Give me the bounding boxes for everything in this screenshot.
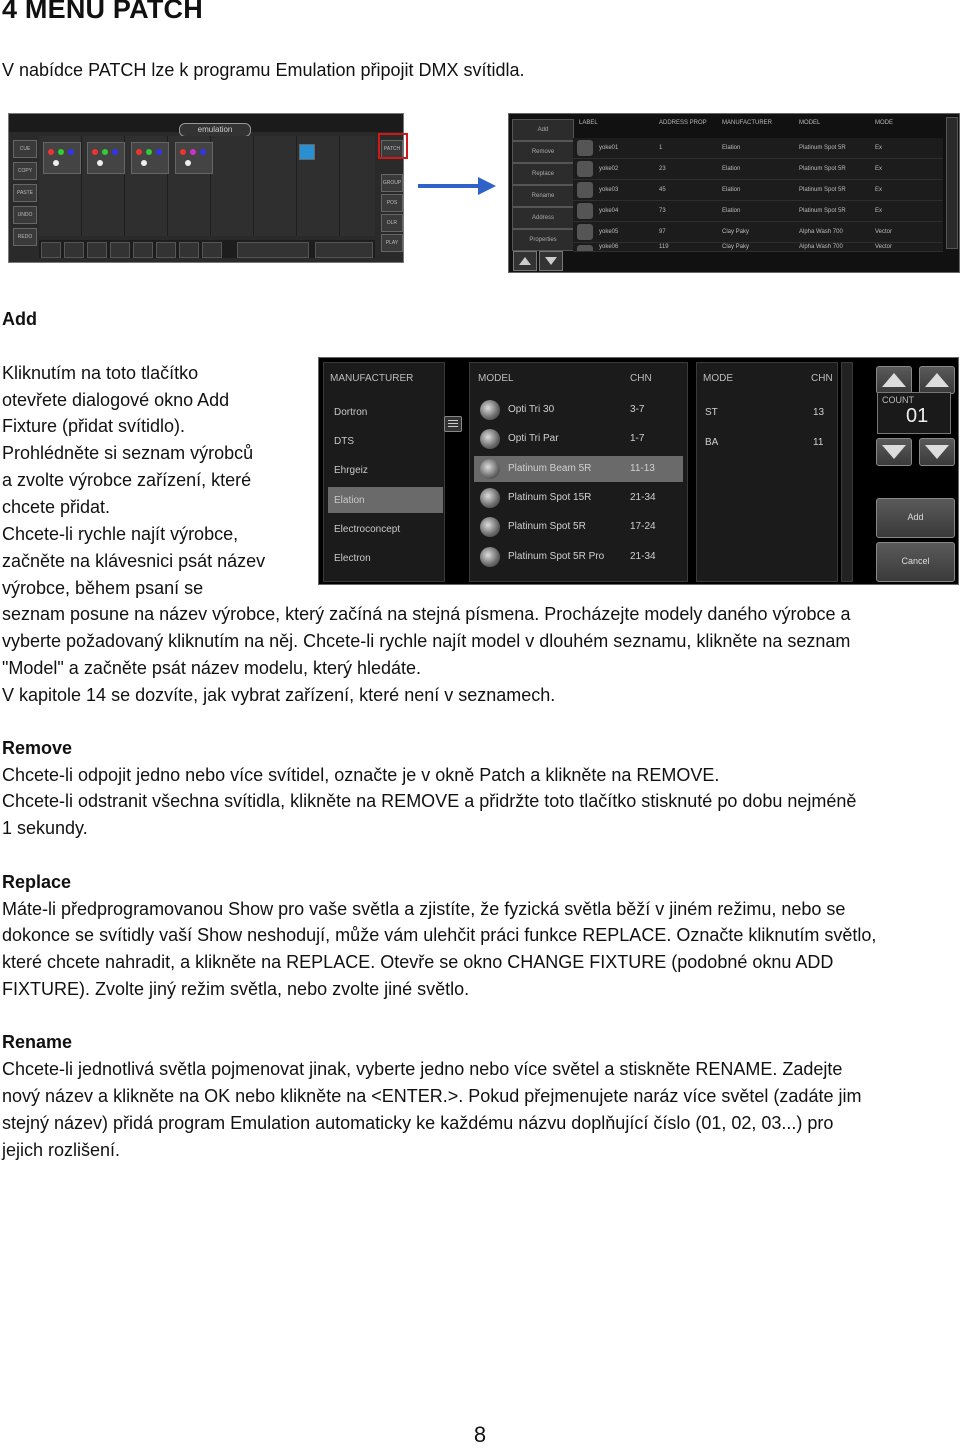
remove-text-line: 1 sekundy. (2, 818, 88, 838)
row-address: 23 (659, 166, 666, 172)
replace-text-line: dokonce se svítidly vaší Show neshodují, může vám ulehčit práci funkce REPLACE. Označte kliknutím světlo, (2, 925, 877, 945)
model-name: Opti Tri 30 (508, 404, 555, 415)
count-up-button (876, 366, 912, 394)
model-chn: 3-7 (630, 404, 645, 415)
fixture-thumb (577, 245, 593, 252)
row-manufacturer: Clay Paky (722, 244, 750, 250)
replace-text-line: které chcete nahradit, a klikněte na REPLACE. Otevře se okno CHANGE FIXTURE (podobné oknu ADD (2, 952, 834, 972)
manufacturer-item: Dortron (334, 407, 368, 418)
fixture-thumb (577, 203, 593, 219)
col-header: MODE (875, 120, 893, 126)
dialog-add-button (876, 498, 955, 538)
replace-text-line: Máte-li předprogramovanou Show pro vaše světla a zjistíte, že fyzická světla běží v jiném režimu, nebo se (2, 899, 846, 919)
count-value: 01 (906, 405, 929, 427)
row-model: Alpha Wash 700 (799, 229, 843, 235)
bottom-cell (237, 242, 309, 258)
table-row (573, 138, 943, 159)
row-manufacturer: Elation (722, 187, 741, 193)
page-title: 4 MENU PATCH (2, 0, 203, 24)
bottom-cell (156, 242, 176, 258)
emulation-main-screenshot (8, 113, 404, 263)
add-text-line: V kapitole 14 se dozvíte, jak vybrat zařízení, které není v seznamech. (2, 685, 556, 705)
bottom-cell (315, 242, 373, 258)
bottom-cell (179, 242, 199, 258)
count-display (877, 392, 951, 434)
patch-replace-button: Replace (512, 163, 574, 185)
left-button: COPY (13, 162, 37, 180)
mode-header: MODE (703, 373, 733, 384)
model-chn: 11-13 (630, 463, 655, 474)
row-manufacturer: Clay Paky (722, 229, 750, 235)
col-header: MANUFACTURER (722, 120, 773, 126)
manufacturer-item: Ehrgeiz (334, 465, 368, 476)
left-button: UNDO (13, 206, 37, 224)
count-down-button (876, 438, 912, 466)
manufacturer-item: DTS (334, 436, 354, 447)
row-label: yoke03 (599, 187, 619, 193)
manufacturer-header: MANUFACTURER (330, 373, 414, 384)
fixture-tile (131, 142, 169, 174)
fixture-thumb (577, 140, 593, 156)
row-label: yoke02 (599, 166, 619, 172)
add-text-line: vyberte požadovaný kliknutím na něj. Chcete-li rychle najít model v dlouhém seznamu, klikněte na seznam (2, 631, 851, 651)
fixture-icon (480, 517, 500, 537)
right-button: GROUP (381, 174, 403, 192)
rename-text-line: jejich rozlišení. (2, 1140, 121, 1160)
add-text-line: Chcete-li rychle najít výrobce, (2, 524, 239, 544)
row-label: yoke04 (599, 208, 619, 214)
nav-down-button (539, 251, 563, 271)
row-label: yoke05 (599, 229, 619, 235)
manufacturer-item: Elation (334, 495, 365, 506)
mode-chn: 11 (813, 437, 824, 448)
dialog-cancel-label: Cancel (901, 556, 930, 566)
count-down-button (919, 438, 955, 466)
manufacturer-item: Electroconcept (334, 524, 401, 535)
bottom-cell (110, 242, 130, 258)
row-address: 97 (659, 229, 666, 235)
count-label: COUNT (882, 395, 914, 405)
model-chn: 21-34 (630, 492, 656, 503)
patch-side-buttons (512, 117, 572, 251)
table-row (573, 159, 943, 180)
patch-highlight (378, 133, 408, 159)
section-title-add: Add (2, 309, 37, 329)
add-text-line: Fixture (přidat svítidlo). (2, 416, 186, 436)
row-manufacturer: Elation (722, 208, 741, 214)
patch-button: PATCH (381, 140, 403, 158)
model-name: Platinum Spot 5R Pro (508, 551, 605, 562)
patch-remove-button: Remove (512, 141, 574, 163)
count-up-button (919, 366, 955, 394)
add-text-line: seznam posune na název výrobce, který začíná na stejná písmena. Procházejte modely daného výrobce a (2, 604, 851, 624)
model-chn: 17-24 (630, 521, 656, 532)
triangle-up-icon (920, 367, 954, 393)
fixture-icon (480, 400, 500, 420)
fixture-tile (87, 142, 125, 174)
row-model: Platinum Spot 5R (799, 166, 846, 172)
row-mode: Ex (875, 187, 883, 193)
fixture-thumb (577, 224, 593, 240)
row-address: 45 (659, 187, 666, 193)
dialog-cancel-button (876, 542, 955, 582)
row-label: yoke06 (599, 244, 619, 250)
chn-header: CHN (630, 373, 652, 384)
bottom-cell (64, 242, 84, 258)
menu-icon (444, 416, 462, 432)
color-swatch (299, 144, 315, 160)
model-row (474, 397, 683, 423)
add-text-line: chcete přidat. (2, 497, 111, 517)
fixture-thumb (577, 161, 593, 177)
model-row-selected (474, 456, 683, 482)
bottom-cell (202, 242, 222, 258)
right-button: DLR (381, 214, 403, 232)
triangle-down-icon (877, 439, 911, 465)
fixture-icon (480, 488, 500, 508)
col-header: ADDRESS PROP (659, 120, 707, 126)
remove-text-line: Chcete-li odpojit jedno nebo více svítidel, označte je v okně Patch a klikněte na REMOVE. (2, 765, 720, 785)
row-address: 119 (659, 244, 669, 250)
table-row (573, 180, 943, 201)
row-address: 1 (659, 145, 663, 151)
add-text-line: začněte na klávesnici psát název (2, 551, 266, 571)
add-fixture-dialog-screenshot (318, 357, 959, 585)
model-row (474, 426, 683, 452)
patch-rename-button: Rename (512, 185, 574, 207)
model-name: Opti Tri Par (508, 433, 559, 444)
bottom-cell (133, 242, 153, 258)
model-name: Platinum Spot 15R (508, 492, 592, 503)
triangle-up-icon (514, 252, 536, 270)
fixture-tile (175, 142, 213, 174)
intro-text: V nabídce PATCH lze k programu Emulation připojit DMX svítidla. (2, 60, 525, 80)
rename-text-line: nový název a klikněte na OK nebo klikněte na <ENTER.>. Pokud přejmenujete naráz více světel (zadáte jim (2, 1086, 862, 1106)
add-text-line: otevřete dialogové okno Add (2, 390, 230, 410)
table-row (573, 243, 943, 252)
triangle-down-icon (540, 252, 562, 270)
arrow-right-icon (418, 176, 496, 196)
section-title-rename: Rename (2, 1032, 73, 1052)
row-address: 73 (659, 208, 666, 214)
replace-text-line: FIXTURE). Zvolte jiný režim světla, nebo zvolte jiné světlo. (2, 979, 470, 999)
row-label: yoke01 (599, 145, 619, 151)
mode-name: BA (705, 437, 719, 448)
fixture-icon (480, 429, 500, 449)
scrollbar (841, 362, 853, 582)
triangle-up-icon (877, 367, 911, 393)
model-chn: 1-7 (630, 433, 645, 444)
row-model: Alpha Wash 700 (799, 244, 843, 250)
row-mode: Ex (875, 208, 883, 214)
rename-text-line: stejný název) přidá program Emulation automaticky ke každému názvu doplňující číslo (01, 02, 03...) pro (2, 1113, 834, 1133)
add-text-line: výrobce, během psaní se (2, 578, 204, 598)
row-model: Platinum Spot 5R (799, 208, 846, 214)
model-header: MODEL (478, 373, 514, 384)
add-text-line: Kliknutím na toto tlačítko (2, 363, 199, 383)
row-mode: Vector (875, 229, 893, 235)
bottom-cell (41, 242, 61, 258)
mode-chn: 13 (813, 407, 825, 418)
left-button: PASTE (13, 184, 37, 202)
patch-window-screenshot (508, 113, 960, 273)
row-mode: Vector (875, 244, 893, 250)
rename-text-line: Chcete-li jednotlivá světla pojmenovat jinak, vyberte jedno nebo více světel a stiskněte RENAME. Zadejte (2, 1059, 843, 1079)
page-number: 8 (473, 1422, 487, 1447)
section-title-remove: Remove (2, 738, 73, 758)
fixture-tile (43, 142, 81, 174)
fixture-icon (480, 547, 500, 567)
fixture-icon (480, 459, 500, 479)
col-header: LABEL (579, 120, 598, 126)
mode-chn-header: CHN (811, 373, 833, 384)
scrollbar (946, 117, 958, 249)
patch-address-button: Address (512, 207, 574, 229)
row-model: Platinum Spot 5R (799, 145, 846, 151)
remove-text-line: Chcete-li odstranit všechna svítidla, klikněte na REMOVE a přidržte toto tlačítko stisknuté po dobu nejméně (2, 791, 857, 811)
add-text-line: "Model" a začněte psát název modelu, který hledáte. (2, 658, 422, 678)
row-model: Platinum Spot 5R (799, 187, 846, 193)
row-manufacturer: Elation (722, 166, 741, 172)
mode-list (696, 362, 838, 582)
add-text-line: Prohlédněte si seznam výrobců (2, 443, 254, 463)
row-manufacturer: Elation (722, 145, 741, 151)
patch-add-button: Add (512, 119, 574, 141)
patch-properties-button: Properties (512, 229, 574, 251)
row-mode: Ex (875, 145, 883, 151)
bottom-cell (87, 242, 107, 258)
nav-up-button (513, 251, 537, 271)
left-button: CUE (13, 140, 37, 158)
triangle-down-icon (920, 439, 954, 465)
model-row (474, 544, 683, 570)
model-name: Platinum Beam 5R (508, 463, 592, 474)
add-text-line: a zvolte výrobce zařízení, které (2, 470, 252, 490)
table-row (573, 201, 943, 222)
model-row (474, 514, 683, 540)
emulation-logo: emulation (179, 123, 251, 137)
fixture-thumb (577, 182, 593, 198)
section-title-replace: Replace (2, 872, 72, 892)
model-chn: 21-34 (630, 551, 656, 562)
model-name: Platinum Spot 5R (508, 521, 586, 532)
row-mode: Ex (875, 166, 883, 172)
manufacturer-list (323, 362, 445, 582)
table-row (573, 222, 943, 243)
right-button: POS (381, 194, 403, 212)
right-button: PLAY (381, 234, 403, 252)
manufacturer-item: Electron (334, 553, 371, 564)
dialog-add-label: Add (907, 512, 924, 522)
mode-name: ST (705, 407, 718, 418)
col-header: MODEL (799, 120, 821, 126)
left-button: REDO (13, 228, 37, 246)
model-row (474, 485, 683, 511)
model-list (469, 362, 688, 582)
